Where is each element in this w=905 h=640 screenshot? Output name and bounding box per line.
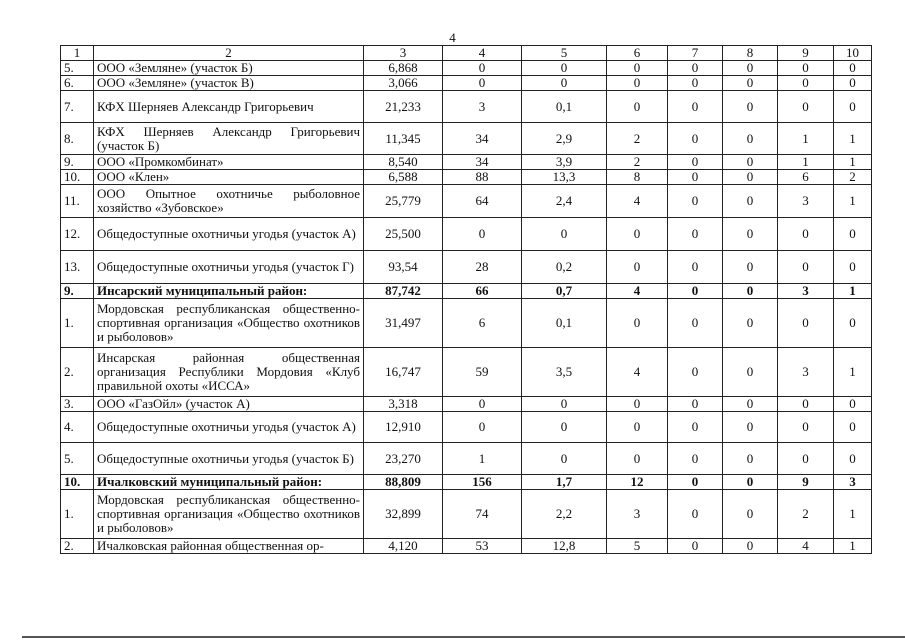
header-cell-10: 10 [834,46,872,61]
table-row [61,299,872,348]
cell-area: 23,270 [364,443,443,475]
cell-col-4: 0 [443,76,522,91]
header-row [61,46,872,61]
cell-col-6: 0 [607,299,668,348]
cell-col-8: 0 [723,284,778,299]
cell-col-10: 0 [834,397,872,412]
cell-name: Инсарская районная общественная организация Республики Мордовия «Клуб правильной охоты «ИССА» [94,348,364,397]
cell-area: 4,120 [364,539,443,554]
cell-area: 93,54 [364,251,443,284]
cell-col-6: 0 [607,91,668,123]
cell-col-9: 0 [778,412,834,443]
table-row [61,218,872,251]
cell-col-9: 0 [778,76,834,91]
cell-col-7: 0 [668,539,723,554]
cell-col-8: 0 [723,539,778,554]
cell-col-5: 2,2 [522,490,607,539]
cell-col-5: 2,9 [522,123,607,155]
cell-col-9: 1 [778,123,834,155]
cell-col-10: 0 [834,443,872,475]
cell-col-8: 0 [723,412,778,443]
cell-col-7: 0 [668,251,723,284]
cell-col-6: 4 [607,284,668,299]
cell-col-7: 0 [668,412,723,443]
cell-col-10: 1 [834,185,872,218]
cell-col-8: 0 [723,123,778,155]
cell-col-10: 1 [834,348,872,397]
cell-name: Общедоступные охотничьи угодья (участок А) [94,218,364,251]
cell-col-8: 0 [723,348,778,397]
cell-col-4: 34 [443,155,522,170]
table-row [61,123,872,155]
cell-col-4: 64 [443,185,522,218]
table-row [61,251,872,284]
cell-col-8: 0 [723,218,778,251]
cell-col-9: 4 [778,539,834,554]
table-row [61,397,872,412]
cell-col-9: 0 [778,397,834,412]
cell-col-7: 0 [668,443,723,475]
cell-col-10: 1 [834,490,872,539]
cell-col-4: 53 [443,539,522,554]
cell-col-5: 0 [522,218,607,251]
cell-col-9: 0 [778,251,834,284]
cell-col-9: 3 [778,185,834,218]
cell-col-7: 0 [668,91,723,123]
table-row [61,348,872,397]
cell-col-7: 0 [668,61,723,76]
cell-col-7: 0 [668,284,723,299]
cell-col-5: 1,7 [522,475,607,490]
cell-name: КФХ Шерняев Александр Григорьевич [94,91,364,123]
cell-col-6: 4 [607,348,668,397]
cell-col-10: 2 [834,170,872,185]
cell-name: Мордовская республиканская общественно-спортивная организация «Общество охотников и рыболовов» [94,299,364,348]
table-row [61,91,872,123]
cell-col-7: 0 [668,170,723,185]
cell-col-10: 1 [834,123,872,155]
cell-row-number: 5. [61,443,94,475]
cell-name: ООО «ГазОйл» (участок А) [94,397,364,412]
cell-col-7: 0 [668,76,723,91]
cell-col-4: 156 [443,475,522,490]
cell-col-5: 0 [522,397,607,412]
cell-col-8: 0 [723,185,778,218]
cell-name: Мордовская республиканская общественно-спортивная организация «Общество охотников и рыболовов» [94,490,364,539]
cell-col-8: 0 [723,299,778,348]
cell-name: Инсарский муниципальный район: [94,284,364,299]
cell-area: 88,809 [364,475,443,490]
cell-col-8: 0 [723,76,778,91]
table-row [61,412,872,443]
cell-area: 6,588 [364,170,443,185]
page-bottom-rule [22,636,905,638]
cell-row-number: 11. [61,185,94,218]
cell-col-5: 0,7 [522,284,607,299]
cell-area: 25,779 [364,185,443,218]
cell-col-7: 0 [668,475,723,490]
cell-col-8: 0 [723,251,778,284]
cell-name: ООО «Земляне» (участок Б) [94,61,364,76]
cell-col-6: 4 [607,185,668,218]
cell-col-10: 0 [834,412,872,443]
cell-name: Общедоступные охотничьи угодья (участок Б) [94,443,364,475]
table-row [61,170,872,185]
cell-col-6: 3 [607,490,668,539]
cell-col-4: 34 [443,123,522,155]
cell-area: 3,318 [364,397,443,412]
cell-col-9: 3 [778,284,834,299]
header-cell-2: 2 [94,46,364,61]
cell-col-5: 13,3 [522,170,607,185]
cell-row-number: 5. [61,61,94,76]
table-row [61,443,872,475]
cell-col-4: 59 [443,348,522,397]
cell-row-number: 4. [61,412,94,443]
cell-row-number: 9. [61,284,94,299]
cell-col-10: 1 [834,539,872,554]
cell-name: ООО «Промкомбинат» [94,155,364,170]
cell-area: 16,747 [364,348,443,397]
cell-name: ООО «Клен» [94,170,364,185]
cell-col-4: 66 [443,284,522,299]
cell-col-7: 0 [668,185,723,218]
cell-col-6: 0 [607,412,668,443]
cell-col-5: 2,4 [522,185,607,218]
hunting-grounds-table [60,45,872,554]
cell-col-6: 0 [607,61,668,76]
cell-row-number: 1. [61,299,94,348]
cell-col-7: 0 [668,299,723,348]
header-cell-5: 5 [522,46,607,61]
cell-col-6: 0 [607,397,668,412]
cell-col-8: 0 [723,490,778,539]
table-row [61,61,872,76]
cell-row-number: 8. [61,123,94,155]
cell-row-number: 10. [61,170,94,185]
table-row [61,284,872,299]
cell-col-10: 3 [834,475,872,490]
cell-col-9: 0 [778,443,834,475]
page-number: 4 [449,30,456,45]
cell-col-7: 0 [668,397,723,412]
cell-area: 12,910 [364,412,443,443]
header-cell-8: 8 [723,46,778,61]
cell-col-5: 3,5 [522,348,607,397]
cell-area: 3,066 [364,76,443,91]
cell-col-4: 6 [443,299,522,348]
cell-col-10: 0 [834,218,872,251]
cell-col-8: 0 [723,155,778,170]
cell-col-7: 0 [668,348,723,397]
cell-name: КФХ Шерняев Александр Григорьевич (участок Б) [94,123,364,155]
cell-col-6: 8 [607,170,668,185]
cell-col-5: 12,8 [522,539,607,554]
cell-col-4: 28 [443,251,522,284]
table-row [61,185,872,218]
cell-col-4: 88 [443,170,522,185]
cell-col-7: 0 [668,218,723,251]
header-cell-6: 6 [607,46,668,61]
cell-row-number: 1. [61,490,94,539]
table-row [61,155,872,170]
header-cell-7: 7 [668,46,723,61]
cell-col-9: 0 [778,299,834,348]
cell-name: Ичалковский муниципальный район: [94,475,364,490]
cell-col-5: 0 [522,443,607,475]
cell-col-10: 0 [834,299,872,348]
cell-col-4: 0 [443,397,522,412]
cell-col-5: 0 [522,61,607,76]
cell-name: Общедоступные охотничьи угодья (участок А) [94,412,364,443]
table-row [61,490,872,539]
cell-row-number: 9. [61,155,94,170]
header-cell-3: 3 [364,46,443,61]
cell-col-5: 0,2 [522,251,607,284]
cell-col-9: 6 [778,170,834,185]
cell-col-6: 2 [607,123,668,155]
cell-col-9: 0 [778,61,834,76]
header-cell-4: 4 [443,46,522,61]
cell-col-10: 0 [834,91,872,123]
cell-col-10: 1 [834,155,872,170]
cell-area: 87,742 [364,284,443,299]
cell-row-number: 2. [61,348,94,397]
cell-area: 21,233 [364,91,443,123]
table-row [61,539,872,554]
cell-col-6: 12 [607,475,668,490]
header-cell-9: 9 [778,46,834,61]
cell-col-8: 0 [723,91,778,123]
cell-col-9: 0 [778,91,834,123]
cell-col-9: 0 [778,218,834,251]
cell-row-number: 6. [61,76,94,91]
cell-col-5: 3,9 [522,155,607,170]
cell-col-8: 0 [723,61,778,76]
cell-col-4: 74 [443,490,522,539]
cell-col-9: 2 [778,490,834,539]
cell-row-number: 3. [61,397,94,412]
cell-area: 8,540 [364,155,443,170]
cell-name: Ичалковская районная общественная ор- [94,539,364,554]
cell-area: 31,497 [364,299,443,348]
cell-row-number: 10. [61,475,94,490]
cell-row-number: 13. [61,251,94,284]
cell-col-6: 0 [607,443,668,475]
cell-col-6: 0 [607,76,668,91]
cell-col-6: 5 [607,539,668,554]
cell-name: Общедоступные охотничьи угодья (участок Г) [94,251,364,284]
cell-col-5: 0,1 [522,91,607,123]
cell-col-7: 0 [668,123,723,155]
table-row [61,76,872,91]
header-cell-1: 1 [61,46,94,61]
cell-col-9: 3 [778,348,834,397]
cell-col-8: 0 [723,475,778,490]
cell-name: ООО «Земляне» (участок В) [94,76,364,91]
table-row [61,475,872,490]
cell-area: 6,868 [364,61,443,76]
cell-col-4: 0 [443,218,522,251]
cell-col-10: 0 [834,61,872,76]
cell-col-6: 0 [607,218,668,251]
cell-col-4: 0 [443,412,522,443]
cell-row-number: 7. [61,91,94,123]
cell-col-10: 1 [834,284,872,299]
cell-col-5: 0 [522,76,607,91]
cell-col-7: 0 [668,155,723,170]
cell-col-8: 0 [723,170,778,185]
cell-col-9: 9 [778,475,834,490]
cell-col-5: 0 [522,412,607,443]
cell-col-4: 1 [443,443,522,475]
cell-col-4: 0 [443,61,522,76]
cell-col-9: 1 [778,155,834,170]
cell-row-number: 12. [61,218,94,251]
cell-area: 11,345 [364,123,443,155]
cell-col-4: 3 [443,91,522,123]
cell-area: 25,500 [364,218,443,251]
cell-col-8: 0 [723,397,778,412]
cell-col-10: 0 [834,251,872,284]
cell-area: 32,899 [364,490,443,539]
cell-col-8: 0 [723,443,778,475]
cell-col-6: 0 [607,251,668,284]
cell-col-10: 0 [834,76,872,91]
cell-name: ООО Опытное охотничье рыболовное хозяйство «Зубовское» [94,185,364,218]
cell-col-6: 2 [607,155,668,170]
cell-col-7: 0 [668,490,723,539]
cell-row-number: 2. [61,539,94,554]
cell-col-5: 0,1 [522,299,607,348]
